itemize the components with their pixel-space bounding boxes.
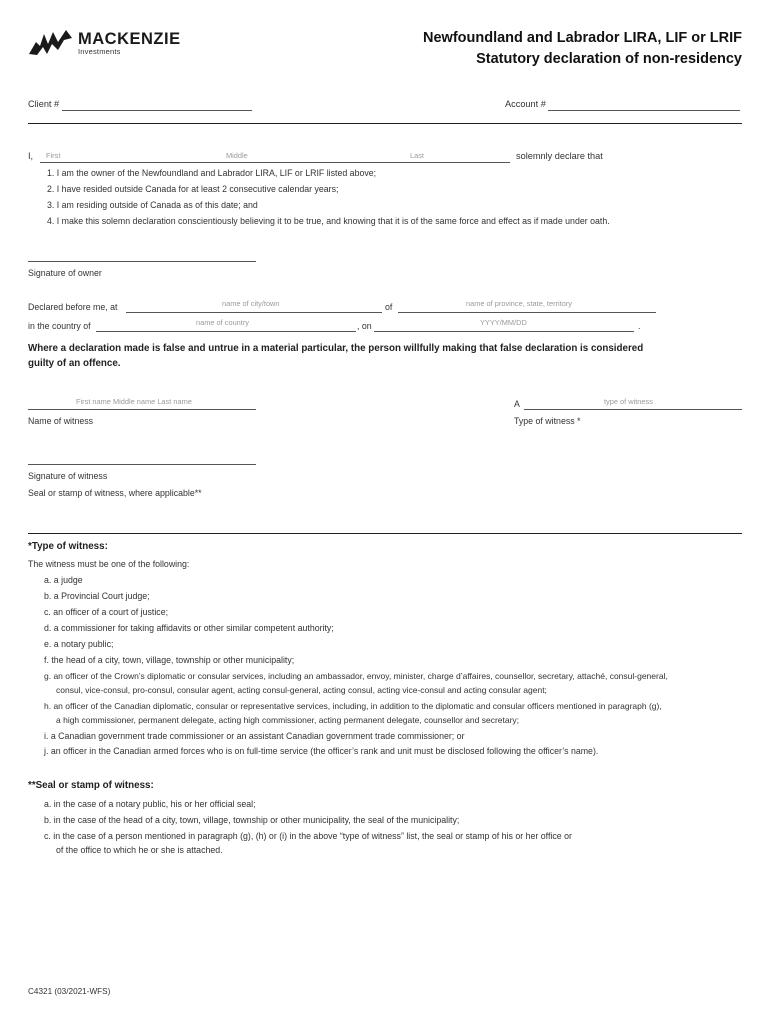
solemnly-label: solemnly declare that (516, 151, 603, 161)
type-item-e: e. a notary public; (44, 639, 114, 649)
type-intro: The witness must be one of the following: (28, 559, 190, 569)
account-label: Account # (505, 99, 546, 109)
type-item-g: g. an officer of the Crown’s diplomatic or consular services, including an ambassador, envoy, minister, charge d’affaires, counsellor, secretary, attaché, consul-general, (44, 671, 668, 681)
logo-sub: Investments (78, 47, 121, 56)
type-item-f: f. the head of a city, town, village, township or other municipality; (44, 655, 295, 665)
form-code: C4321 (03/2021-WFS) (28, 987, 111, 996)
type-of-witness-label: Type of witness * (514, 416, 581, 426)
seal-item-a: a. in the case of a notary public, his or her official seal; (44, 799, 256, 809)
middle-name-placeholder: Middle (226, 151, 248, 160)
on-label: , on (357, 321, 372, 331)
type-item-c: c. an officer of a court of justice; (44, 607, 169, 617)
witness-signature-field[interactable] (28, 453, 256, 465)
a-label: A (514, 399, 520, 409)
of-label: of (385, 302, 393, 312)
period-mark: . (638, 321, 641, 331)
witness-name-placeholder: First name Middle name Last name (76, 397, 192, 406)
declaration-item-4: 4. I make this solemn declaration conscientiously believing it to be true, and knowing that it is of the same force and effect as if made under oath. (47, 216, 610, 226)
seal-heading: **Seal or stamp of witness: (28, 780, 154, 791)
country-label: in the country of (28, 321, 91, 331)
title-line-2: Statutory declaration of non-residency (476, 51, 742, 67)
date-placeholder: YYYY/MM/DD (480, 318, 527, 327)
seal-witness-label: Seal or stamp of witness, where applicable** (28, 488, 202, 498)
logo-name: MACKENZIE (78, 30, 181, 48)
first-name-placeholder: First (46, 151, 61, 160)
declared-before-label: Declared before me, at (28, 302, 118, 312)
form-title (423, 28, 742, 70)
declaration-item-3: 3. I am residing outside of Canada as of this date; and (47, 200, 258, 210)
declaration-item-1: 1. I am the owner of the Newfoundland and Labrador LIRA, LIF or LRIF listed above; (47, 168, 377, 178)
type-item-h-cont: a high commissioner, permanent delegate, acting high commissioner, acting permanent delegate, counsellor and secretary; (56, 715, 520, 725)
mackenzie-bird-icon (28, 28, 74, 58)
type-item-g-cont: consul, vice-consul, pro-consul, consular agent, acting consul-general, acting consul, acting vice-consul and acting consular agent; (56, 685, 547, 695)
false-declaration-warning: Where a declaration made is false and untrue in a material particular, the person willfully making that false declaration is considered guilty of an offence. (28, 343, 644, 369)
i-label: I, (28, 151, 34, 161)
type-item-b: b. a Provincial Court judge; (44, 591, 150, 601)
type-item-j: j. an officer in the Canadian armed forces who is on full-time service (the officer’s rank and unit must be disclosed following the officer’s name). (44, 746, 599, 756)
client-label: Client # (28, 99, 60, 109)
divider (28, 123, 742, 124)
signature-witness-label: Signature of witness (28, 471, 108, 481)
seal-item-b: b. in the case of the head of a city, town, village, township or other municipality, the seal of the municipality; (44, 815, 460, 825)
account-number-field[interactable] (548, 99, 740, 111)
declarant-name-field[interactable] (40, 151, 510, 163)
type-item-a: a. a judge (44, 575, 83, 585)
signature-owner-label: Signature of owner (28, 268, 102, 278)
mackenzie-logo (28, 26, 181, 62)
seal-item-c: c. in the case of a person mentioned in paragraph (g), (h) or (i) in the above “type of witness” list, the seal or stamp of his or her office or (44, 831, 572, 841)
name-of-witness-label: Name of witness (28, 416, 94, 426)
title-line-1: Newfoundland and Labrador LIRA, LIF or LRIF (423, 30, 742, 46)
type-item-i: i. a Canadian government trade commissioner or an assistant Canadian government trade commissioner; or (44, 731, 465, 741)
divider (28, 533, 742, 534)
type-item-h: h. an officer of the Canadian diplomatic, consular or representative services, including, in addition to the diplomatic and consular officers mentioned in paragraph (g), (44, 701, 662, 711)
type-of-witness-heading: *Type of witness: (28, 541, 108, 552)
owner-signature-field[interactable] (28, 250, 256, 262)
country-placeholder: name of country (196, 318, 249, 327)
type-item-d: d. a commissioner for taking affidavits or other similar competent authority; (44, 623, 334, 633)
city-placeholder: name of city/town (222, 299, 280, 308)
client-number-field[interactable] (62, 99, 252, 111)
seal-item-c-cont: of the office to which he or she is attached. (56, 845, 223, 855)
witness-type-placeholder: type of witness (604, 397, 653, 406)
declaration-item-2: 2. I have resided outside Canada for at least 2 consecutive calendar years; (47, 184, 339, 194)
last-name-placeholder: Last (410, 151, 424, 160)
province-placeholder: name of province, state, territory (466, 299, 572, 308)
